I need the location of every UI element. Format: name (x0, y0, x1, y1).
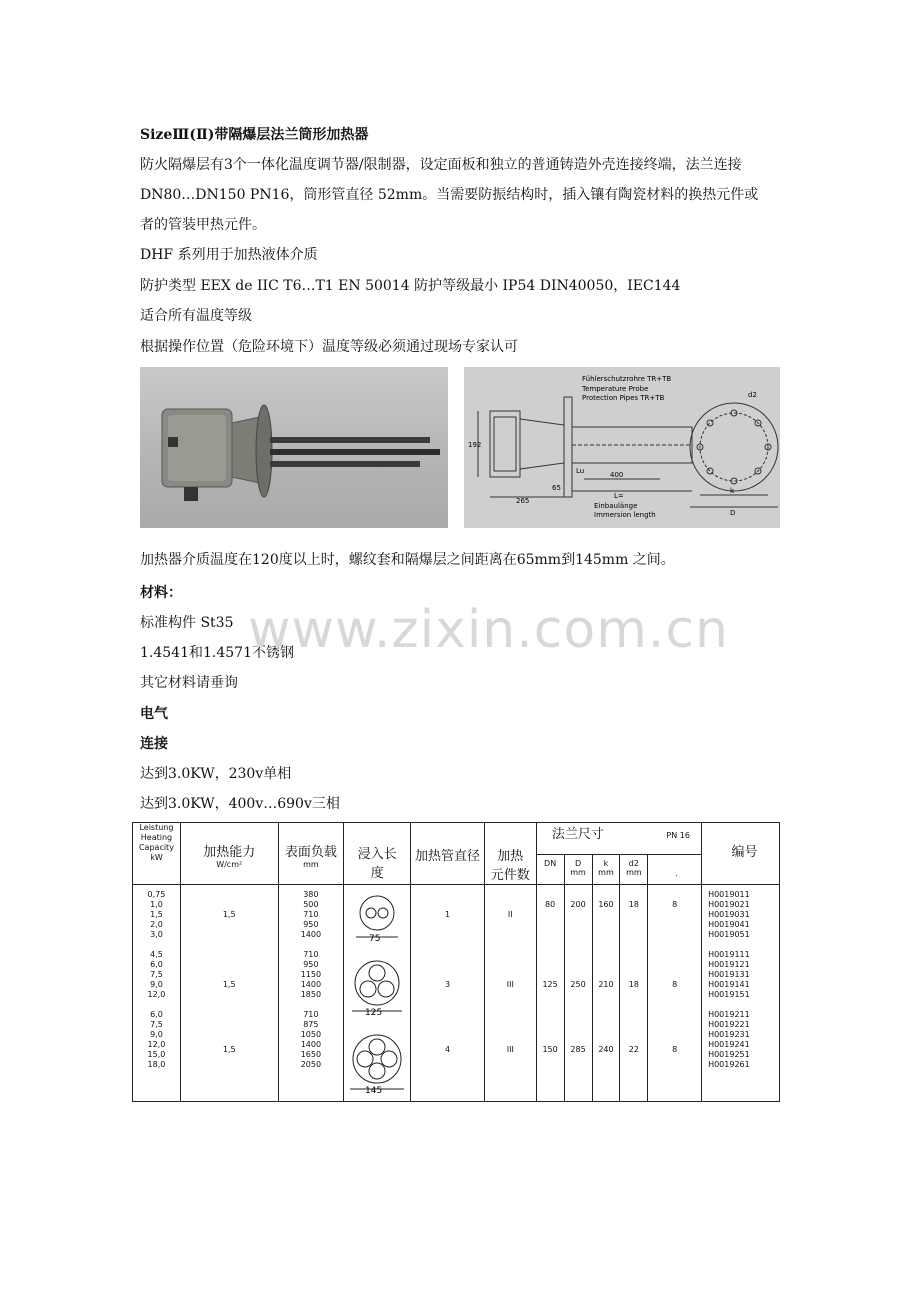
surface-values: 380 500 710 950 1400 710 950 1150 1400 1850 710 875 1050 1400 1650 2050 (278, 885, 344, 1102)
note-line: 加热器介质温度在120度以上时，螺纹套和隔爆层之间距离在65mm到145mm 之间。 (140, 552, 675, 568)
dim-d2: d2 (748, 391, 757, 399)
heater-photo-art (140, 367, 448, 528)
connect-heading: 连接 (140, 736, 168, 752)
probe-label-2: Temperature Probe (582, 385, 649, 393)
probe-label-1: Fühlerschutzrohre TR+TB (582, 375, 672, 383)
col-leistung: Leistung Heating Capacity kW (133, 823, 181, 885)
hole-count-values: 8 8 8 (648, 885, 702, 1102)
electric-heading: 电气 (140, 706, 168, 722)
page-title: SizeⅢ(Ⅱ)带隔爆层法兰筒形加热器 (140, 127, 369, 143)
col-flange: 法兰尺寸 PN 16 (536, 823, 701, 855)
materials-item-1: 标准构件 St35 (140, 615, 234, 631)
location-line: 根据操作位置（危险环境下）温度等级必须通过现场专家认可 (140, 339, 518, 355)
immersion-label-en: Immersion length (594, 511, 656, 519)
dim-145: 145 (365, 1086, 383, 1096)
dim-lu: Lu (576, 467, 585, 475)
D-values: 200 250 285 (564, 885, 592, 1102)
protection-line: 防护类型 EEX de IIC T6…T1 EN 50014 防护等级最小 IP54 DIN40050，IEC144 (140, 278, 681, 294)
dn-values: 80 125 150 (536, 885, 564, 1102)
col-n: . (648, 855, 702, 885)
watermark: www.zixin.com.cn (248, 600, 729, 660)
element-cross-sections (344, 885, 410, 1099)
materials-item-2: 1.4541和1.4571不锈钢 (140, 645, 294, 661)
col-elements: 加热 元件数 (484, 823, 536, 885)
dimension-drawing-art (464, 367, 780, 528)
materials-heading: 材料： (140, 585, 182, 601)
dim-L: L= (614, 492, 624, 500)
col-dn: DN (536, 855, 564, 885)
spec-table (132, 822, 780, 1102)
series-line: DHF 系列用于加热液体介质 (140, 247, 318, 263)
connect-line-1: 达到3.0KW，230v单相 (140, 766, 292, 782)
col-d2: d2 mm (620, 855, 648, 885)
dim-192: 192 (468, 441, 482, 449)
kw-values: 0,75 1,0 1,5 2,0 3,0 4,5 6,0 7,5 9,0 12,0 6,0 7,5 9,0 12,0 15,0 18,0 (133, 885, 181, 1102)
col-surface-load: 表面负载 mm (278, 823, 344, 885)
dim-65: 65 (552, 484, 561, 492)
col-D: D mm (564, 855, 592, 885)
col-capacity: 加热能力 W/cm² (180, 823, 278, 885)
dim-k: k (730, 487, 735, 495)
intro-line-2: DN80…DN150 PN16，筒形管直径 52mm。当需要防振结构时，插入镶有陶瓷材料的换热元件或 (140, 187, 759, 203)
materials-item-3: 其它材料请垂询 (140, 675, 238, 691)
immersion-diagrams (344, 885, 411, 1102)
dim-125: 125 (365, 1008, 383, 1018)
dim-D: D (730, 509, 736, 517)
dim-400: 400 (610, 471, 624, 479)
dim-75: 75 (369, 934, 381, 944)
temp-class-line: 适合所有温度等级 (140, 308, 252, 324)
col-immersion: 浸入长 度 (344, 823, 411, 885)
connect-line-2: 达到3.0KW，400v…690v三相 (140, 796, 340, 812)
k-values: 160 210 240 (592, 885, 620, 1102)
intro-line-1: 防火隔爆层有3个一体化温度调节器/限制器，设定面板和独立的普通铸造外壳连接终端，法兰连接 (140, 157, 742, 173)
col-k: k mm (592, 855, 620, 885)
col-tube-dia: 加热管直径 (411, 823, 485, 885)
capacity-values: 1,5 1,5 1,5 (180, 885, 278, 1102)
heater-photo (140, 367, 448, 528)
intro-line-3: 者的管装甲热元件。 (140, 217, 266, 233)
d2-values: 18 18 22 (620, 885, 648, 1102)
immersion-label-de: Einbaulänge (594, 502, 638, 510)
probe-label-3: Protection Pipes TR+TB (582, 394, 665, 402)
col-code: 编号 (702, 823, 780, 885)
element-values: II III III (484, 885, 536, 1102)
dimension-drawing (464, 367, 780, 528)
tube-values: 1 3 4 (411, 885, 485, 1102)
dim-265: 265 (516, 497, 530, 505)
code-values: H0019011 H0019021 H0019031 H0019041 H0019051 H0019111 H0019121 H0019131 H0019141 H0019151 H0019211 H0019221 H0019231 H0019241 H0019251 H0019261 (702, 885, 780, 1102)
